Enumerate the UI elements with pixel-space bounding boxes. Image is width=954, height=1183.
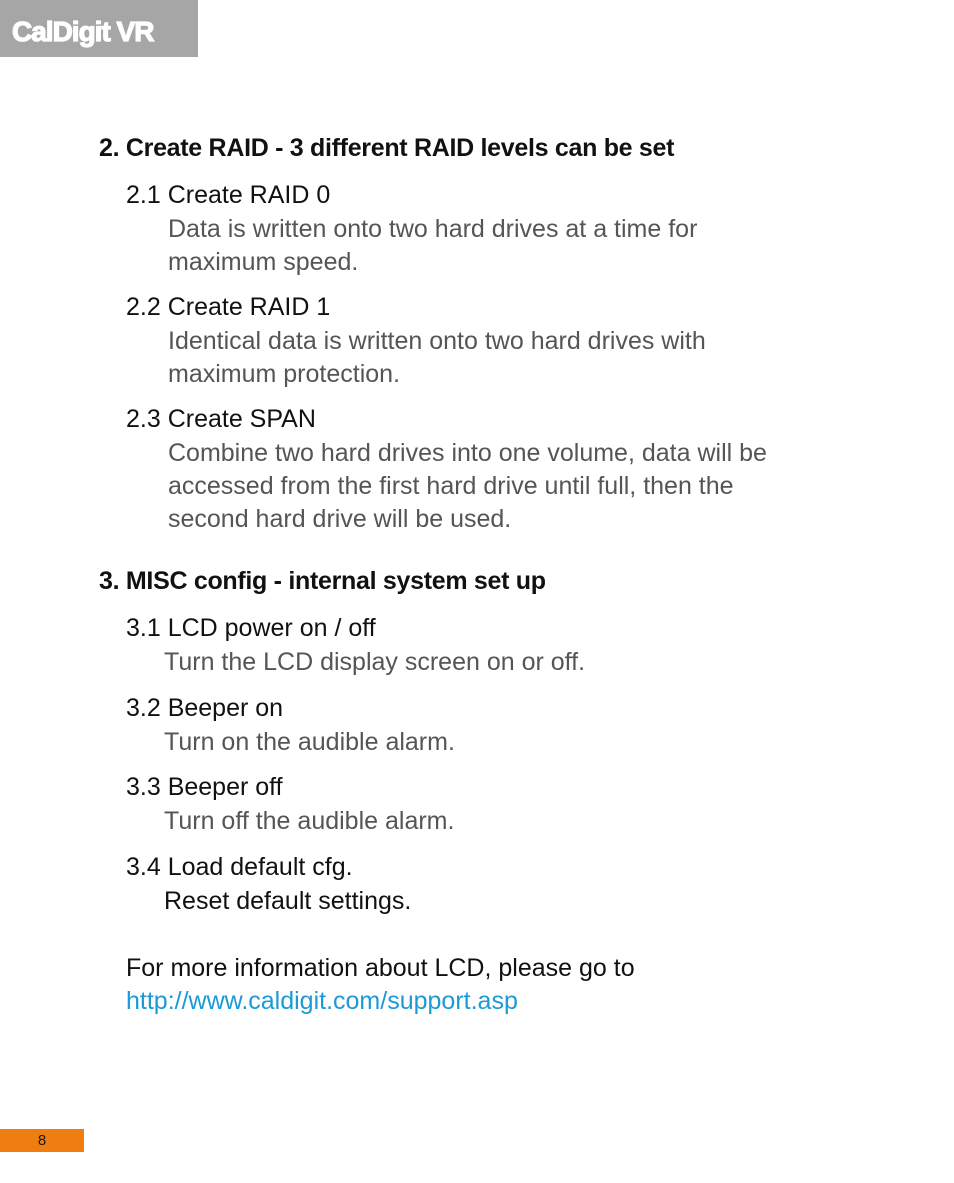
item-desc-beeper-on: Turn on the audible alarm. <box>164 728 455 756</box>
item-title-beeper-on: 3.2 Beeper on <box>126 694 284 722</box>
logo-wordmark: CalDigit VR <box>12 16 154 47</box>
item-desc-raid0-line2: maximum speed. <box>168 248 359 276</box>
page-number-tab: 8 <box>0 1129 84 1152</box>
brand-logo <box>0 0 198 57</box>
item-title-beeper-off: 3.3 Beeper off <box>126 773 283 801</box>
item-desc-raid0-line1: Data is written onto two hard drives at a time for <box>168 215 698 243</box>
caldigit-vr-logo <box>0 0 198 57</box>
item-desc-load-default: Reset default settings. <box>164 887 412 915</box>
item-title-lcd-power: 3.1 LCD power on / off <box>126 614 376 642</box>
item-title-span: 2.3 Create SPAN <box>126 405 316 433</box>
item-desc-lcd-power: Turn the LCD display screen on or off. <box>164 648 586 676</box>
section-heading-raid: 2. Create RAID - 3 different RAID levels can be set <box>99 134 675 162</box>
item-desc-raid1-line1: Identical data is written onto two hard drives with <box>168 327 706 355</box>
item-desc-span-line1: Combine two hard drives into one volume, data will be <box>168 439 767 467</box>
section-heading-misc: 3. MISC config - internal system set up <box>99 567 546 595</box>
more-info-text: For more information about LCD, please go to <box>126 954 635 982</box>
support-link[interactable]: http://www.caldigit.com/support.asp <box>126 987 518 1015</box>
item-desc-span-line3: second hard drive will be used. <box>168 505 512 533</box>
item-desc-span-line2: accessed from the first hard drive until full, then the <box>168 472 734 500</box>
item-title-load-default: 3.4 Load default cfg. <box>126 853 353 881</box>
item-desc-raid1-line2: maximum protection. <box>168 360 401 388</box>
item-title-raid0: 2.1 Create RAID 0 <box>126 181 331 209</box>
item-title-raid1: 2.2 Create RAID 1 <box>126 293 331 321</box>
item-desc-beeper-off: Turn off the audible alarm. <box>164 807 455 835</box>
